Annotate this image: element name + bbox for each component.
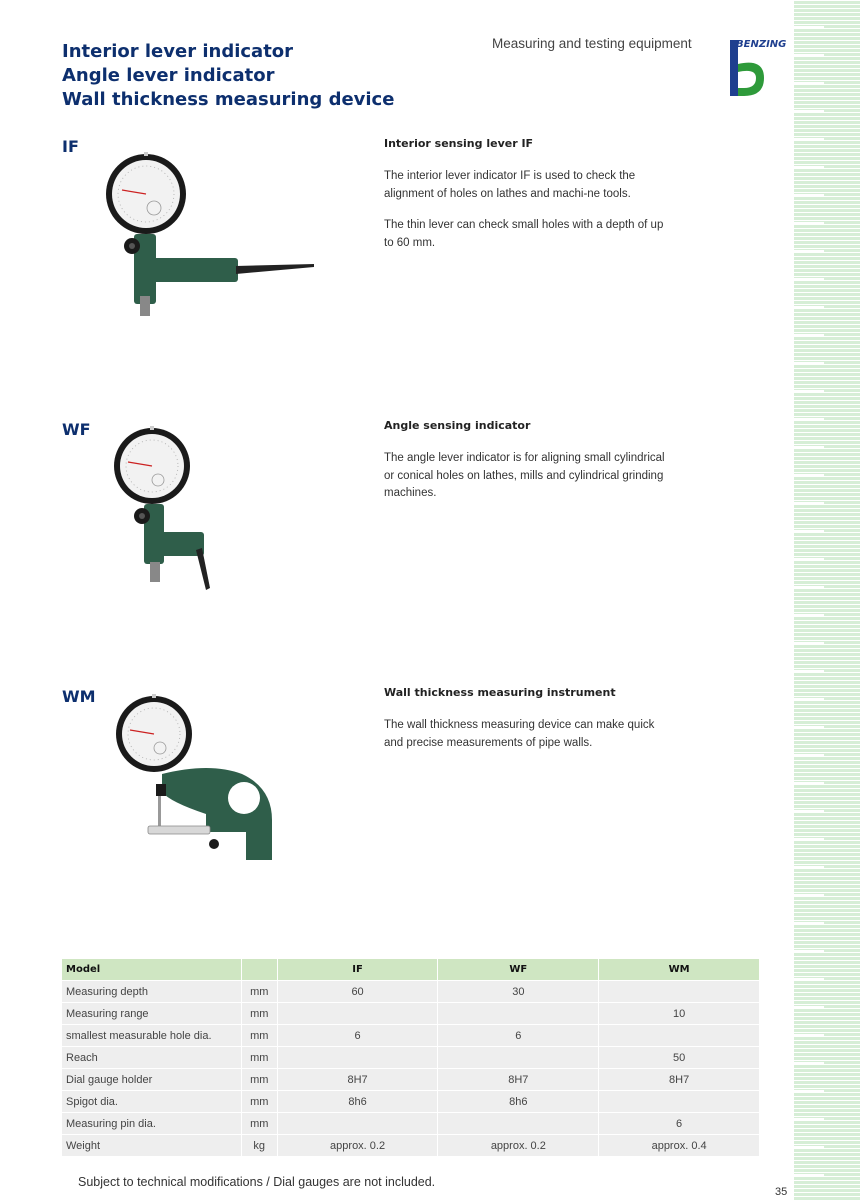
footer-note: Subject to technical modifications / Dial gauges are not included. [78,1175,436,1189]
model-code-wm: WM [62,687,96,706]
section-wm-heading: Wall thickness measuring instrument [384,686,616,699]
brand-text: BENZING [736,39,787,50]
wm-value-cell: approx. 0.4 [599,1135,760,1157]
wm-value-cell [599,981,760,1003]
benzing-logo [712,34,792,100]
if-value-cell: 8H7 [277,1069,438,1091]
section-wm-paragraph-1: The wall thickness measuring device can make quick and precise measurements of pipe walls. [384,719,655,749]
model-code-if: IF [62,137,79,156]
unit-cell: kg [241,1135,277,1157]
param-cell: Measuring pin dia. [62,1113,241,1135]
param-cell: Dial gauge holder [62,1069,241,1091]
angle-lever-indicator-image [110,424,230,594]
section-wm-text [384,686,674,766]
specification-table [62,959,760,1157]
table-row [62,981,760,1003]
category-label: Measuring and testing equipment [492,36,692,51]
header-model: Model [62,959,241,981]
table-header-row [62,959,760,981]
section-if-heading: Interior sensing lever IF [384,137,534,150]
unit-cell: mm [241,1091,277,1113]
wf-value-cell: 8h6 [438,1091,599,1113]
wm-value-cell: 6 [599,1113,760,1135]
param-cell: Spigot dia. [62,1091,241,1113]
section-if-paragraph-2: The thin lever can check small holes with a depth of up to 60 mm. [384,219,664,249]
if-value-cell [277,1047,438,1069]
table-row [62,1113,760,1135]
if-value-cell: 60 [277,981,438,1003]
section-wf-heading: Angle sensing indicator [384,419,531,432]
wf-value-cell [438,1113,599,1135]
title-line-2: Angle lever indicator [62,65,275,86]
wm-value-cell [599,1091,760,1113]
title-line-3: Wall thickness measuring device [62,89,395,110]
header-wm: WM [599,959,760,981]
unit-cell: mm [241,981,277,1003]
header-unit [241,959,277,981]
section-wf-paragraph-1: The angle lever indicator is for aligning small cylindrical or conical holes on lathes, mills and cylindrical grinding machines. [384,452,665,499]
unit-cell: mm [241,1047,277,1069]
table-row [62,1003,760,1025]
if-value-cell [277,1113,438,1135]
page-number: 35 [775,1186,788,1198]
param-cell: Reach [62,1047,241,1069]
wm-value-cell: 50 [599,1047,760,1069]
wm-value-cell [599,1025,760,1047]
unit-cell: mm [241,1113,277,1135]
wm-value-cell: 8H7 [599,1069,760,1091]
unit-cell: mm [241,1069,277,1091]
title-line-1: Interior lever indicator [62,41,294,62]
section-wf-text [384,419,674,517]
if-value-cell: approx. 0.2 [277,1135,438,1157]
param-cell: Weight [62,1135,241,1157]
if-value-cell: 8h6 [277,1091,438,1113]
header-if: IF [277,959,438,981]
wf-value-cell [438,1047,599,1069]
page-edge-ruler-ticks [794,0,824,1200]
table-row [62,1069,760,1091]
wf-value-cell: approx. 0.2 [438,1135,599,1157]
unit-cell: mm [241,1003,277,1025]
wf-value-cell: 6 [438,1025,599,1047]
wall-thickness-measuring-device-image [110,692,290,872]
table-row [62,1025,760,1047]
param-cell: Measuring depth [62,981,241,1003]
header-wf: WF [438,959,599,981]
table-row [62,1135,760,1157]
table-row [62,1091,760,1113]
wf-value-cell [438,1003,599,1025]
wm-value-cell: 10 [599,1003,760,1025]
section-if-paragraph-1: The interior lever indicator IF is used to check the alignment of holes on lathes and machi-ne tools. [384,170,636,200]
param-cell: smallest measurable hole dia. [62,1025,241,1047]
page-title [62,40,394,112]
wf-value-cell: 8H7 [438,1069,599,1091]
if-value-cell: 6 [277,1025,438,1047]
table-row [62,1047,760,1069]
if-value-cell [277,1003,438,1025]
interior-lever-indicator-image [100,150,320,320]
model-code-wf: WF [62,420,91,439]
wf-value-cell: 30 [438,981,599,1003]
param-cell: Measuring range [62,1003,241,1025]
unit-cell: mm [241,1025,277,1047]
section-if-text [384,137,674,266]
